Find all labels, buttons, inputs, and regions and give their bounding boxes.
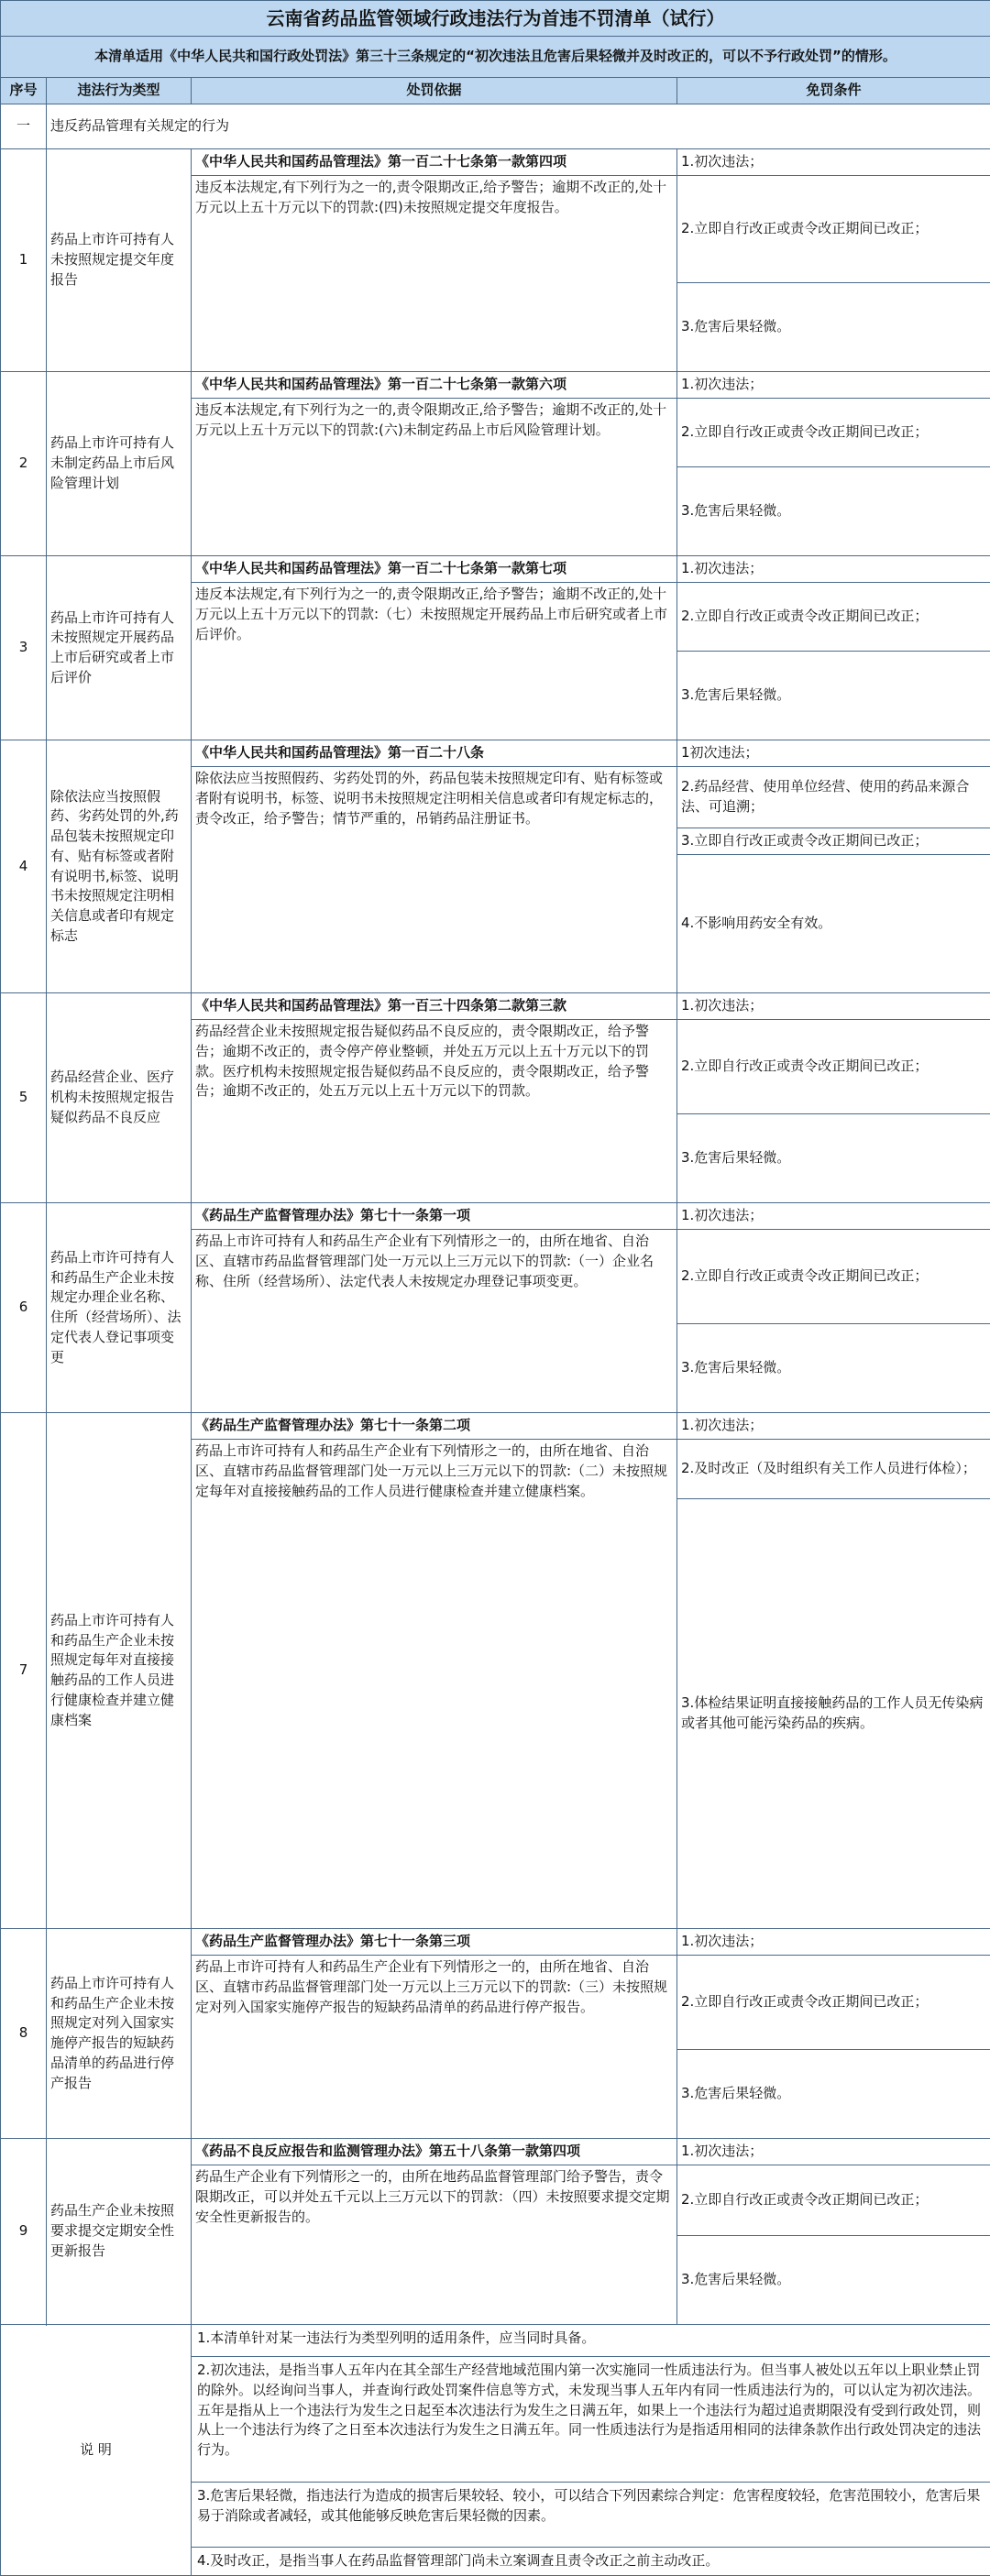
row-basis-text: 违反本法规定,有下列行为之一的,责令限期改正,给予警告；逾期不改正的,处十万元以上五十万元以下的罚款:（七）未按照规定开展药品上市后研究或者上市后评价。 <box>192 583 677 740</box>
row-basis-title: 《药品生产监督管理办法》第七十一条第一项 <box>192 1203 677 1230</box>
row-condition: 2.立即自行改正或责令改正期间已改正； <box>677 1956 990 2050</box>
table-row <box>1 372 990 399</box>
row-violation-type: 药品经营企业、医疗机构未按照规定报告疑似药品不良反应 <box>47 993 192 1203</box>
row-basis-title: 《中华人民共和国药品管理法》第一百二十七条第一款第六项 <box>192 372 677 399</box>
row-no: 3 <box>1 556 47 740</box>
row-basis-title: 《药品生产监督管理办法》第七十一条第二项 <box>192 1413 677 1440</box>
notes-label: 说 明 <box>1 2325 192 2576</box>
row-violation-type: 除依法应当按照假药、劣药处罚的外,药品包装未按照规定印有、贴有标签或者附有说明书,标签、说明书未按照规定注明相关信息或者印有规定标志 <box>47 740 192 993</box>
category-no: 一 <box>1 104 47 149</box>
row-violation-type: 药品上市许可持有人和药品生产企业未按照规定对列入国家实施停产报告的短缺药品清单的药品进行停产报告 <box>47 1929 192 2139</box>
table-row <box>1 2139 990 2165</box>
row-no: 9 <box>1 2139 47 2325</box>
row-condition: 3.危害后果轻微。 <box>677 652 990 740</box>
row-basis-text: 药品上市许可持有人和药品生产企业有下列情形之一的，由所在地省、自治区、直辖市药品监督管理部门处一万元以上三万元以下的罚款:（一）企业名称、住所（经营场所）、法定代表人未按规定办理登记事项变更。 <box>192 1230 677 1413</box>
scope-statement: 本清单适用《中华人民共和国行政处罚法》第三十三条规定的“初次违法且危害后果轻微并及时改正的，可以不予行政处罚”的情形。 <box>1 37 990 78</box>
note-4: 4.及时改正，是指当事人在药品监督管理部门尚未立案调查且责令改正之前主动改正。 <box>192 2548 990 2576</box>
row-condition: 2.立即自行改正或责令改正期间已改正； <box>677 176 990 283</box>
row-basis-title: 《中华人民共和国药品管理法》第一百二十七条第一款第七项 <box>192 556 677 583</box>
row-basis-text: 违反本法规定,有下列行为之一的,责令限期改正,给予警告；逾期不改正的,处十万元以上五十万元以下的罚款:(四)未按照规定提交年度报告。 <box>192 176 677 372</box>
row-basis-title: 《中华人民共和国药品管理法》第一百二十七条第一款第四项 <box>192 149 677 176</box>
row-condition: 1.初次违法； <box>677 993 990 1020</box>
row-condition: 2.立即自行改正或责令改正期间已改正； <box>677 1230 990 1324</box>
row-condition: 3.危害后果轻微。 <box>677 2050 990 2139</box>
header-basis: 处罚依据 <box>192 78 677 104</box>
note-3: 3.危害后果轻微，指违法行为造成的损害后果较轻、较小，可以结合下列因素综合判定：危害程度较轻，危害范围较小，危害后果易于消除或者减轻，或其他能够反映危害后果轻微的因素。 <box>192 2483 990 2548</box>
row-condition: 1.初次违法； <box>677 372 990 399</box>
row-condition: 2.立即自行改正或责令改正期间已改正； <box>677 399 990 467</box>
row-basis-text: 违反本法规定,有下列行为之一的,责令限期改正,给予警告；逾期不改正的,处十万元以上五十万元以下的罚款:(六)未制定药品上市后风险管理计划。 <box>192 399 677 556</box>
header-type: 违法行为类型 <box>47 78 192 104</box>
row-condition: 3.危害后果轻微。 <box>677 2236 990 2325</box>
row-no: 8 <box>1 1929 47 2139</box>
category-label: 违反药品管理有关规定的行为 <box>47 104 990 149</box>
row-violation-type: 药品上市许可持有人未制定药品上市后风险管理计划 <box>47 372 192 556</box>
table-row <box>1 556 990 583</box>
row-condition: 2.及时改正（及时组织有关工作人员进行体检）； <box>677 1440 990 1499</box>
row-basis-text: 药品经营企业未按照规定报告疑似药品不良反应的，责令限期改正，给予警告；逾期不改正的，责令停产停业整顿，并处五万元以上五十万元以下的罚款。医疗机构未按照规定报告疑似药品不良反应的，责令限期改正，给予警告；逾期不改正的，处五万元以上五十万元以下的罚款。 <box>192 1020 677 1203</box>
row-violation-type: 药品上市许可持有人和药品生产企业未按照规定每年对直接接触药品的工作人员进行健康检查并建立健康档案 <box>47 1413 192 1929</box>
row-condition: 3.危害后果轻微。 <box>677 1114 990 1203</box>
row-condition: 2.药品经营、使用单位经营、使用的药品来源合法、可追溯； <box>677 767 990 828</box>
row-condition: 2.立即自行改正或责令改正期间已改正； <box>677 2165 990 2236</box>
table-row <box>1 149 990 176</box>
page-title: 云南省药品监管领域行政违法行为首违不罚清单（试行） <box>1 1 990 37</box>
header-no: 序号 <box>1 78 47 104</box>
row-condition: 1.初次违法； <box>677 149 990 176</box>
note-2: 2.初次违法，是指当事人五年内在其全部生产经营地域范围内第一次实施同一性质违法行为。但当事人被处以五年以上职业禁止罚的除外。以经询问当事人，并查询行政处罚案件信息等方式，未发现当事人五年内有同一性质违法行为的，可以认定为初次违法。五年是指从上一个违法行为发生之日起至本次违法行为发生之日满五年，如果上一个违法行为超过追责期限没有受到行政处罚，则从上一个违法行为终了之日至本次违法行为发生之日满五年。同一性质违法行为是指适用相同的法律条款作出行政处罚决定的违法行为。 <box>192 2357 990 2483</box>
table-row <box>1 993 990 1020</box>
row-condition: 3.立即自行改正或责令改正期间已改正； <box>677 828 990 855</box>
table-row <box>1 1929 990 1956</box>
row-basis-text: 药品上市许可持有人和药品生产企业有下列情形之一的，由所在地省、自治区、直辖市药品监督管理部门处一万元以上三万元以下的罚款:（二）未按照规定每年对直接接触药品的工作人员进行健康检查并建立健康档案。 <box>192 1440 677 1929</box>
row-basis-text: 药品上市许可持有人和药品生产企业有下列情形之一的，由所在地省、自治区、直辖市药品监督管理部门处一万元以上三万元以下的罚款:（三）未按照规定对列入国家实施停产报告的短缺药品清单的药品进行停产报告。 <box>192 1956 677 2139</box>
row-no: 5 <box>1 993 47 1203</box>
row-no: 7 <box>1 1413 47 1929</box>
row-condition: 1.初次违法； <box>677 2139 990 2165</box>
row-basis-text: 药品生产企业有下列情形之一的，由所在地药品监督管理部门给予警告，责令限期改正，可以并处五千元以上三万元以下的罚款：（四）未按照要求提交定期安全性更新报告的。 <box>192 2165 677 2325</box>
row-violation-type: 药品上市许可持有人和药品生产企业未按规定办理企业名称、住所（经营场所）、法定代表人登记事项变更 <box>47 1203 192 1413</box>
table-row <box>1 740 990 767</box>
row-violation-type: 药品上市许可持有人未按照规定提交年度报告 <box>47 149 192 372</box>
table-row <box>1 1413 990 1440</box>
row-condition: 3.危害后果轻微。 <box>677 1324 990 1413</box>
row-no: 4 <box>1 740 47 993</box>
row-condition: 1.初次违法； <box>677 556 990 583</box>
row-condition: 4.不影响用药安全有效。 <box>677 855 990 993</box>
header-conditions: 免罚条件 <box>677 78 990 104</box>
row-condition: 1初次违法； <box>677 740 990 767</box>
row-condition: 1.初次违法； <box>677 1203 990 1230</box>
row-basis-title: 《药品不良反应报告和监测管理办法》第五十八条第一款第四项 <box>192 2139 677 2165</box>
row-condition: 3.危害后果轻微。 <box>677 467 990 556</box>
row-condition: 1.初次违法； <box>677 1413 990 1440</box>
row-violation-type: 药品上市许可持有人未按照规定开展药品上市后研究或者上市后评价 <box>47 556 192 740</box>
row-basis-title: 《中华人民共和国药品管理法》第一百三十四条第二款第三款 <box>192 993 677 1020</box>
row-no: 2 <box>1 372 47 556</box>
row-condition: 1.初次违法； <box>677 1929 990 1956</box>
note-1: 1.本清单针对某一违法行为类型列明的适用条件，应当同时具备。 <box>192 2325 990 2357</box>
row-basis-title: 《中华人民共和国药品管理法》第一百二十八条 <box>192 740 677 767</box>
row-basis-text: 除依法应当按照假药、劣药处罚的外，药品包装未按照规定印有、贴有标签或者附有说明书，标签、说明书未按照规定注明相关信息或者印有规定标志的，责令改正，给予警告；情节严重的，吊销药品注册证书。 <box>192 767 677 993</box>
table-row <box>1 1203 990 1230</box>
row-no: 6 <box>1 1203 47 1413</box>
row-condition: 3.危害后果轻微。 <box>677 283 990 372</box>
row-condition: 2.立即自行改正或责令改正期间已改正； <box>677 583 990 652</box>
row-violation-type: 药品生产企业未按照要求提交定期安全性更新报告 <box>47 2139 192 2325</box>
row-condition: 2.立即自行改正或责令改正期间已改正； <box>677 1020 990 1114</box>
row-condition: 3.体检结果证明直接接触药品的工作人员无传染病或者其他可能污染药品的疾病。 <box>677 1499 990 1929</box>
row-no: 1 <box>1 149 47 372</box>
row-basis-title: 《药品生产监督管理办法》第七十一条第三项 <box>192 1929 677 1956</box>
